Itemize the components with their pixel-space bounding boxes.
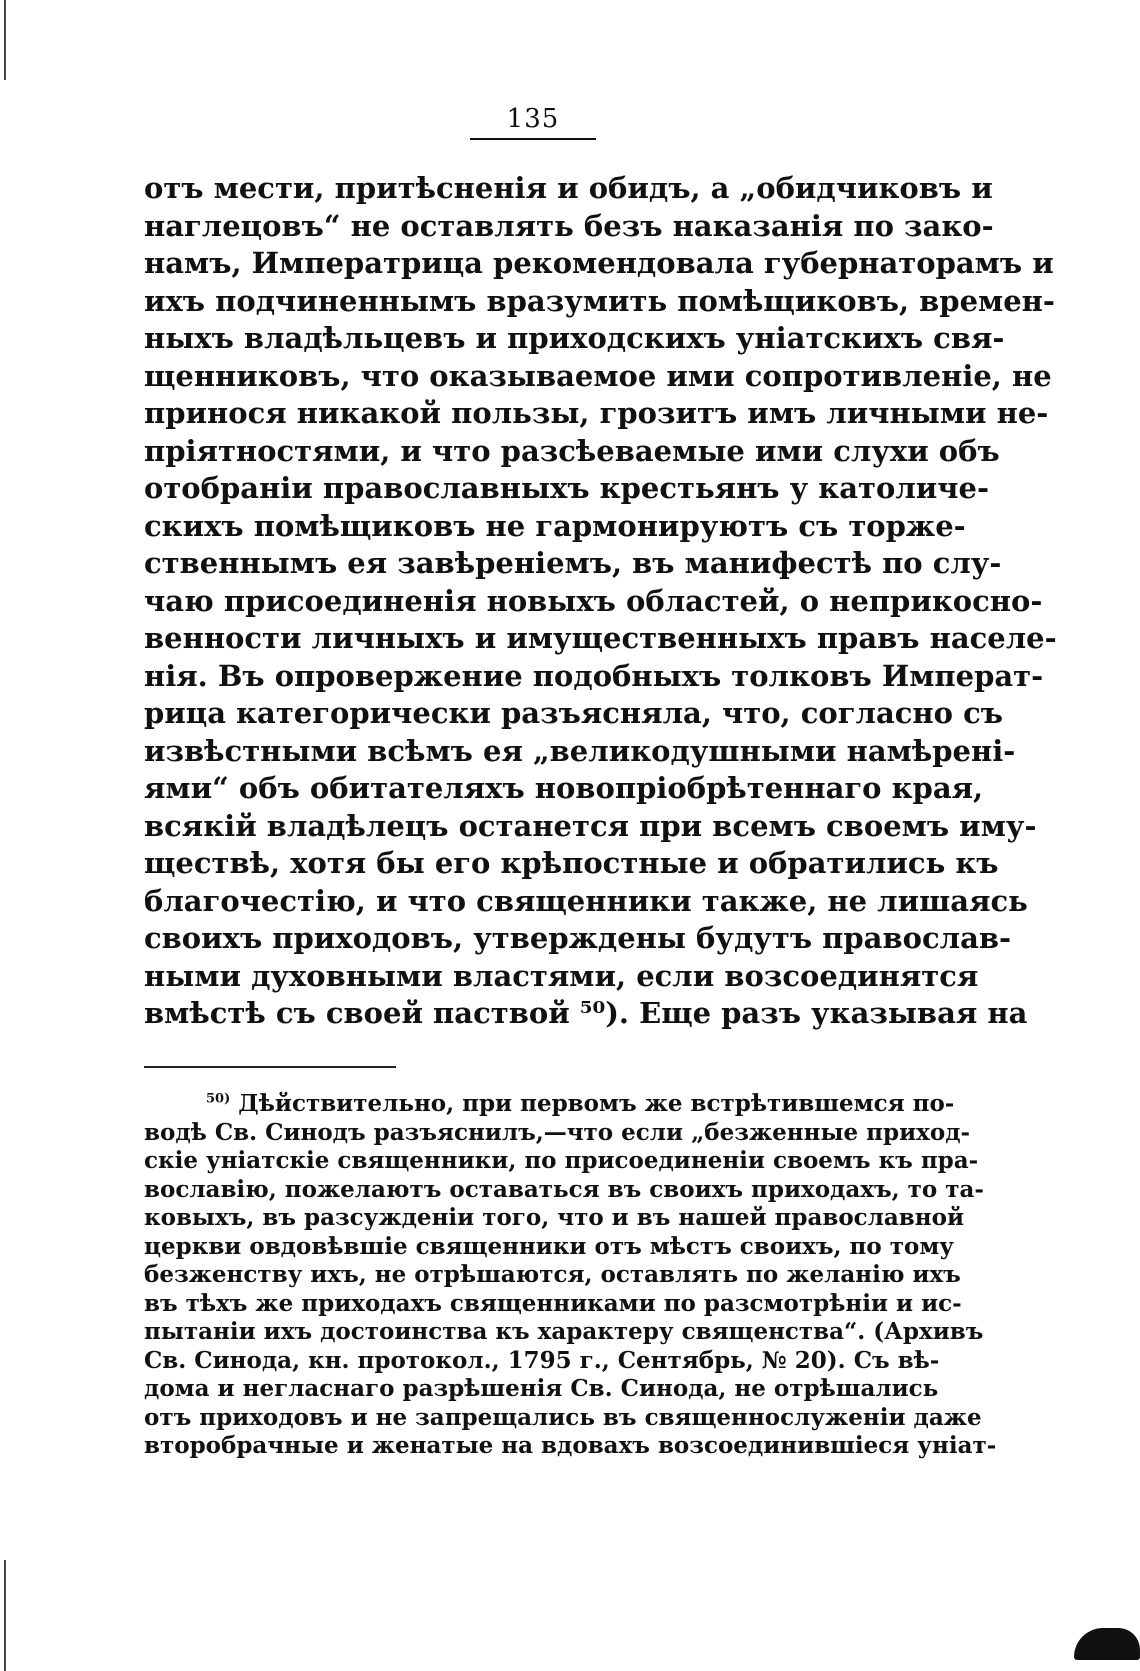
body-line: благочестію, и что священники также, не лишаясь bbox=[144, 883, 1028, 918]
footnote-line: Дѣйствительно, при первомъ же встрѣтившемся по- bbox=[238, 1090, 955, 1117]
body-line: своихъ приходовъ, утверждены будутъ православ- bbox=[144, 921, 1012, 955]
body-line: намъ, Императрица рекомендовала губернаторамъ и bbox=[144, 246, 1054, 280]
body-text bbox=[144, 170, 1057, 1033]
body-line: нія. Въ опровержение подобныхъ толковъ Императ- bbox=[144, 658, 1044, 693]
body-line: принося никакой пользы, грозитъ имъ личными не- bbox=[144, 396, 1049, 430]
body-line: венности личныхъ и имущественныхъ правъ населе- bbox=[144, 621, 1057, 655]
footnote-line: въ тѣхъ же приходахъ священниками по разсмотрѣніи и ис- bbox=[144, 1289, 962, 1317]
footnote bbox=[144, 1090, 997, 1461]
body-line: всякій владѣлецъ останется при всемъ своемъ иму- bbox=[144, 808, 1037, 843]
footnote-line: Св. Синода, кн. протокол., 1795 г., Сентябрь, № 20). Съ вѣ- bbox=[144, 1346, 940, 1374]
body-line: щенниковъ, что оказываемое ими сопротивленіе, не bbox=[144, 358, 1052, 393]
footnote-line: безженству ихъ, не отрѣшаются, оставлять по желанію ихъ bbox=[144, 1261, 961, 1288]
body-line: ихъ подчиненнымъ вразумить помѣщиковъ, времен- bbox=[144, 283, 1055, 318]
body-line: ществѣ, хотя бы его крѣпостные и обратились къ bbox=[144, 846, 999, 880]
footnote-line: ковыхъ, въ разсужденіи того, что и въ нашей православной bbox=[144, 1204, 965, 1231]
body-line: отъ мести, притѣсненія и обидъ, а „обидчиковъ и bbox=[144, 171, 993, 205]
body-line: ныхъ владѣльцевъ и приходскихъ уніатскихъ свя- bbox=[144, 321, 1005, 355]
body-line: извѣстными всѣмъ ея „великодушными намѣрені- bbox=[144, 733, 1016, 768]
body-line: пріятностями, и что разсѣеваемые ими слухи объ bbox=[144, 433, 1000, 468]
footnote-line: водѣ Св. Синодъ разъяснилъ,—что если „безженные приход- bbox=[144, 1118, 971, 1146]
body-line: чаю присоединенія новыхъ областей, о неприкосно- bbox=[144, 583, 1043, 618]
footnote-first-line bbox=[144, 1090, 955, 1119]
scan-edge-mark bbox=[4, 1560, 6, 1671]
footnote-marker: 50) bbox=[206, 1091, 231, 1107]
scan-ink-blot bbox=[1074, 1628, 1140, 1660]
body-line: скихъ помѣщиковъ не гармонируютъ съ торже- bbox=[144, 508, 966, 543]
body-line: ными духовными властями, если возсоединятся bbox=[144, 958, 979, 993]
body-line: наглецовъ“ не оставлять безъ наказанія по зако- bbox=[144, 208, 994, 243]
footnote-line: скіе уніатскіе священники, по присоединеніи своемъ къ пра- bbox=[144, 1147, 979, 1174]
footnote-line: отъ приходовъ и не запрещались въ священнослуженіи даже bbox=[144, 1403, 982, 1431]
scan-edge-mark bbox=[4, 0, 6, 80]
footnote-line: второбрачные и женатые на вдовахъ возсоединившіеся уніат- bbox=[144, 1432, 997, 1459]
body-line: ями“ объ обитателяхъ новопріобрѣтеннаго края, bbox=[144, 771, 984, 805]
footnote-line: пытаніи ихъ достоинства къ характеру священства“. (Архивъ bbox=[144, 1318, 984, 1345]
footnote-line: дома и негласнаго разрѣшенія Св. Синода, не отрѣшались bbox=[144, 1375, 939, 1402]
footnote-separator bbox=[144, 1066, 396, 1068]
body-line: ственнымъ ея завѣреніемъ, въ манифестѣ по слу- bbox=[144, 546, 1002, 580]
footnote-line: церкви овдовѣвшіе священники отъ мѣстъ своихъ, по тому bbox=[144, 1232, 955, 1260]
body-line: вмѣстѣ съ своей паствой ⁵⁰). Еще разъ указывая на bbox=[144, 996, 1028, 1030]
body-line: отобраніи православныхъ крестьянъ у католиче- bbox=[144, 471, 990, 505]
body-line: рица категорически разъясняла, что, согласно съ bbox=[144, 696, 1003, 730]
footnote-line: вославію, пожелаютъ оставаться въ своихъ приходахъ, то та- bbox=[144, 1175, 984, 1203]
page-number: 135 bbox=[470, 104, 596, 140]
